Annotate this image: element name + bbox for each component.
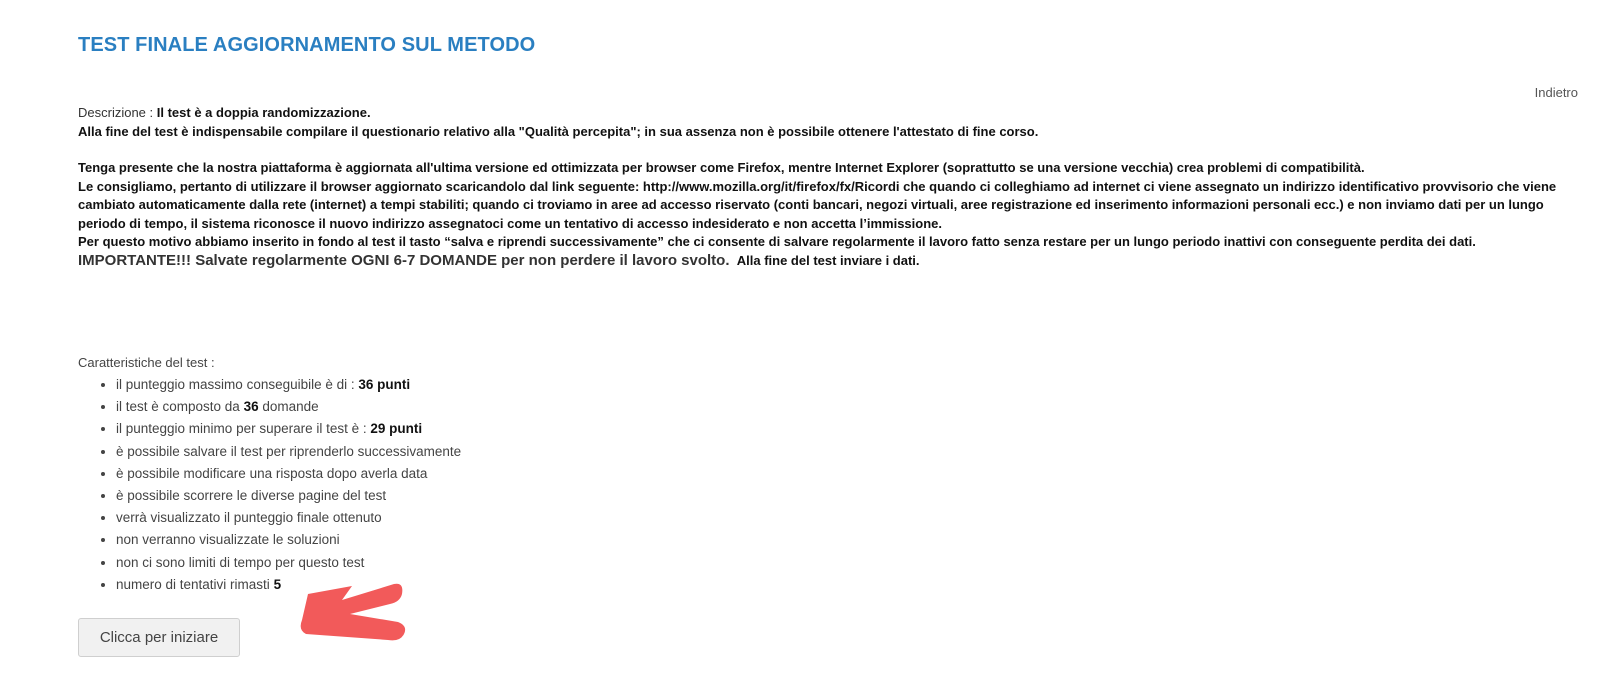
- page-title: TEST FINALE AGGIORNAMENTO SUL METODO: [78, 34, 536, 56]
- feature-item: • non verranno visualizzate le soluzioni: [116, 529, 461, 551]
- description-label: Descrizione :: [78, 105, 157, 120]
- description-advice: Le consigliamo, pertanto di utilizzare il browser aggiornato scaricandolo dal link seguente: http://www.mozilla.org/it/firefox/fx/Ricordi che quando ci colleghiamo ad internet ci viene assegnato un indirizzo identificativo provvisorio che viene cambiato automaticamente dalla rete (internet) a tempi stabiliti; quando ci troviamo in aree ad accesso riservato (conti bancari, negozi virtuali, aree registrazione ed inserimento informazioni personali ecc.) e non inviamo dati per un lungo periodo di tempo, il sistema riconosce il nuovo indirizzo assegnatoci come un tentativo di accesso indesiderato e non accetta l’immissione.: [78, 178, 1557, 231]
- description-intro: [78, 104, 1578, 123]
- description-browser-note: Tenga presente che la nostra piattaforma è aggiornata all'ultima versione ed ottimizzata per browser come Firefox, mentre Internet Explorer (soprattutto se una versione vecchia) crea problemi di compatibilità.: [78, 160, 1365, 175]
- feature-item: • verrà visualizzato il punteggio finale ottenuto: [116, 507, 461, 529]
- back-link[interactable]: Indietro: [1534, 85, 1578, 100]
- description-save-note: Per questo motivo abbiamo inserito in fondo al test il tasto “salva e riprendi successivamente” che ci consente di salvare regolarmente il lavoro fatto senza restare per un lungo periodo inattivi con conseguente perdita dei dati.: [78, 234, 1476, 249]
- feature-attempts: [116, 574, 461, 596]
- feature-max-score: [116, 374, 461, 396]
- features-label: Caratteristiche del test :: [78, 355, 215, 370]
- feature-item: • non ci sono limiti di tempo per questo test: [116, 552, 461, 574]
- feature-max-score-value: 36 punti: [358, 377, 411, 392]
- feature-question-count-value: 36: [243, 399, 259, 415]
- important-text: IMPORTANTE!!! Salvate regolarmente OGNI 6-7 DOMANDE per non perdere il lavoro svolto.: [78, 251, 730, 269]
- feature-attempts-value: 5: [273, 576, 282, 592]
- description-important: [78, 252, 1578, 271]
- feature-question-suffix: domande: [258, 399, 319, 415]
- paragraph-gap: [78, 141, 1578, 159]
- arrow-pointer-icon: [298, 572, 408, 644]
- start-test-button[interactable]: Clicca per iniziare: [78, 618, 240, 657]
- test-description: [78, 104, 1578, 270]
- feature-min-score-value: 29 punti: [370, 421, 423, 437]
- feature-item: • è possibile modificare una risposta dopo averla data: [116, 463, 461, 485]
- feature-min-score: [116, 418, 461, 440]
- important-tail: Alla fine del test inviare i dati.: [736, 252, 920, 268]
- feature-item: • è possibile scorrere le diverse pagine del test: [116, 485, 461, 507]
- features-list: [78, 374, 461, 596]
- feature-min-score-text: il punteggio minimo per superare il test è :: [116, 421, 371, 437]
- feature-item: • è possibile salvare il test per riprenderlo successivamente: [116, 441, 461, 463]
- description-line1: Il test è a doppia randomizzazione.: [156, 105, 371, 120]
- feature-max-score-text: il punteggio massimo conseguibile è di :: [116, 377, 359, 392]
- feature-question-count: [116, 396, 461, 418]
- description-line2: Alla fine del test è indispensabile compilare il questionario relativo alla "Qualità percepita"; in sua assenza non è possibile ottenere l'attestato di fine corso.: [78, 123, 1039, 139]
- feature-attempts-text: numero di tentativi rimasti: [116, 576, 274, 592]
- feature-question-prefix: il test è composto da: [116, 399, 244, 415]
- arrow-shape: [301, 584, 405, 641]
